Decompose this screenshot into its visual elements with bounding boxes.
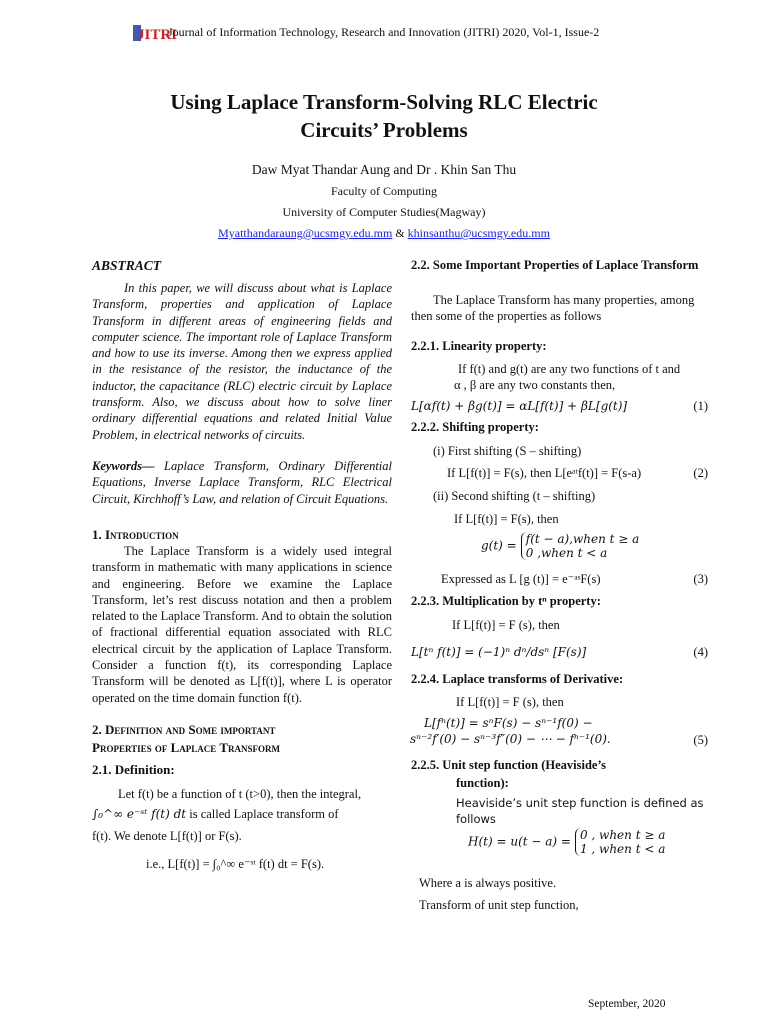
equation-3-number: (3) — [693, 572, 708, 586]
authors: Daw Myat Thandar Aung and Dr . Khin San Thu — [251, 162, 517, 177]
second-shifting: (ii) Second shifting (t – shifting) — [433, 489, 596, 503]
footer-date: September, 2020 — [588, 998, 666, 1010]
equation-3 — [441, 571, 708, 587]
section-2-2-1-body-2: α , β are any two constants then, — [454, 378, 616, 392]
equation-2-number: (2) — [693, 466, 708, 480]
equation-5-line-2: sⁿ⁻²f′(0) − sⁿ⁻³f″(0) − ⋯ − fⁿ⁻¹(0). — [410, 732, 611, 747]
equation-1-number: (1) — [693, 399, 708, 413]
transform-unit-step: Transform of unit step function, — [419, 898, 579, 912]
journal-name: Journal of Information Technology, Research and Innovation (JITRI) 2020, Vol-1, Issue-2 — [168, 25, 600, 39]
section2-heading — [92, 721, 280, 757]
journal-header — [132, 22, 692, 44]
piecewise-g-cases — [521, 532, 640, 560]
keywords-label: Keywords— — [92, 459, 155, 473]
emails — [0, 226, 768, 241]
piecewise-g-case-1: f(t − a),when t ≥ a — [525, 532, 640, 546]
definition-ie: i.e., L[f(t)] = ∫₀^∞ e⁻ˢᵗ f(t) dt = F(s). — [146, 857, 325, 871]
equation-5 — [410, 715, 708, 748]
section-2-2-4-if: If L[f(t)] = F (s), then — [456, 695, 564, 709]
section-2-2-3-heading: 2.2.3. Multiplication by tⁿ property: — [411, 594, 601, 608]
university: University of Computer Studies(Magway) — [282, 205, 486, 219]
piecewise-h-case-2: 1 , when t < a — [579, 842, 666, 856]
abstract-body: In this paper, we will discuss about what is Laplace Transform, properties and application of Laplace Transform in different areas of engineering fields and computer science. The important role of Laplace Transform and how to use its inverse. Among then we express applied in the resistance of the resistor, the inductance of the inductor, the capacitance (RLC) electric circuit by Laplace transform. Also, we discuss about how to solve liner ordinary differential equations and related Initial Value Problem, in electrical networks of circuits. — [92, 281, 392, 442]
piecewise-g-case-2: 0 ,when t < a — [525, 546, 608, 560]
where-a-positive: Where a is always positive. — [419, 876, 557, 890]
piecewise-h-lhs: H(t) = u(t − a) = — [468, 834, 571, 849]
section-2-2-5-heading — [411, 756, 606, 792]
equation-5-number: (5) — [693, 733, 708, 747]
email-link-1[interactable]: Myatthandaraung@ucsmgy.edu.mm — [218, 226, 393, 240]
equation-2-formula: If L[f(t)] = F(s), then L[eᵃᵗf(t)] = F(s-a) — [447, 466, 642, 480]
section-2-2-4-heading: 2.2.4. Laplace transforms of Derivative: — [411, 672, 624, 686]
section-2-2-heading: 2.2. Some Important Properties of Laplace Transform — [411, 258, 699, 272]
definition-integral: ∫₀^∞ e⁻ˢᵗ f(t) dt — [92, 807, 187, 821]
equation-4 — [411, 644, 708, 660]
section-2-2-1-body-1: If f(t) and g(t) are any two functions of t and — [458, 362, 681, 376]
definition-line-2 — [92, 806, 392, 822]
equation-5-line-1: L[fⁿ(t)] = sⁿF(s) − sⁿ⁻¹f(0) − — [424, 716, 593, 730]
paper-title — [0, 88, 768, 144]
section2-heading-line-1: 2. Definition and Some important — [92, 722, 276, 737]
title-line-1: Using Laplace Transform-Solving RLC Electric — [170, 90, 598, 114]
piecewise-g — [481, 532, 639, 560]
email-link-2[interactable]: khinsanthu@ucsmgy.edu.mm — [407, 226, 550, 240]
definition-line-2-text: is called Laplace transform of — [186, 807, 339, 821]
equation-1-formula: L[αf(t) + βg(t)] = αL[f(t)] + βL[g(t)] — [411, 399, 628, 413]
piecewise-h-cases — [575, 828, 665, 856]
section-2-2-5-body: Heaviside’s unit step function is defined as follows — [456, 796, 704, 827]
section-2-2-3-if: If L[f(t)] = F (s), then — [452, 618, 560, 632]
equation-4-number: (4) — [693, 645, 708, 659]
piecewise-h-case-1: 0 , when t ≥ a — [579, 828, 666, 842]
definition-line-3: f(t). We denote L[f(t)] or F(s). — [92, 829, 242, 843]
piecewise-h — [468, 828, 665, 856]
equation-2 — [447, 465, 708, 481]
definition-line-1: Let f(t) be a function of t (t>0), then the integral, — [118, 787, 362, 801]
equation-1 — [411, 398, 708, 414]
faculty: Faculty of Computing — [331, 184, 437, 198]
title-line-2: Circuits’ Problems — [300, 118, 468, 142]
intro-body: The Laplace Transform is a widely used integral transform in mathematic with many applications in science and engineering. Before we examine the Laplace Transform, let’s rest discuss notation and then a problem related to the Laplace Transform. And to obtain the solution of fractional differential equation associated with RLC electrical circuit by the application of Laplace Transform. Consider a function f(t), its corresponding Laplace Transform will be denoted as L[f(t)], where L is operator operated on the time domain function f(t). — [92, 544, 392, 705]
keywords — [92, 458, 392, 507]
equation-3-formula: Expressed as L [g (t)] = e⁻ᵃˢF(s) — [441, 572, 601, 586]
keywords-body: Laplace Transform, Ordinary Differential Equations, Inverse Laplace Transform, RLC Electrical Circuit, Kirchhoff’s Law, and relation of Circuit Equations. — [92, 459, 392, 506]
abstract-heading: ABSTRACT — [92, 258, 162, 273]
journal-logo — [132, 22, 178, 44]
section-2-2-1-heading: 2.2.1. Linearity property: — [411, 339, 547, 353]
piecewise-g-lhs: g(t) = — [481, 538, 517, 553]
section-2-2-2-heading: 2.2.2. Shifting property: — [411, 420, 539, 434]
second-shifting-if: If L[f(t)] = F(s), then — [454, 512, 559, 526]
section-2-2-5-heading-line-1: 2.2.5. Unit step function (Heaviside’s — [411, 758, 607, 772]
email-separator: & — [392, 226, 408, 240]
section2-heading-line-2: Properties of Laplace Transform — [92, 740, 280, 755]
first-shifting: (i) First shifting (S – shifting) — [433, 444, 582, 458]
equation-4-formula: L[tⁿ f(t)] = (−1)ⁿ dⁿ/dsⁿ [F(s)] — [411, 645, 587, 659]
section-2-2-body: The Laplace Transform has many properties, among then some of the properties as follows — [411, 293, 695, 324]
logo-text: JITRI — [137, 27, 178, 43]
intro-heading: 1. Introduction — [92, 527, 179, 542]
section-2-2-5-heading-line-2: function): — [456, 776, 509, 790]
definition-heading: 2.1. Definition: — [92, 762, 175, 777]
